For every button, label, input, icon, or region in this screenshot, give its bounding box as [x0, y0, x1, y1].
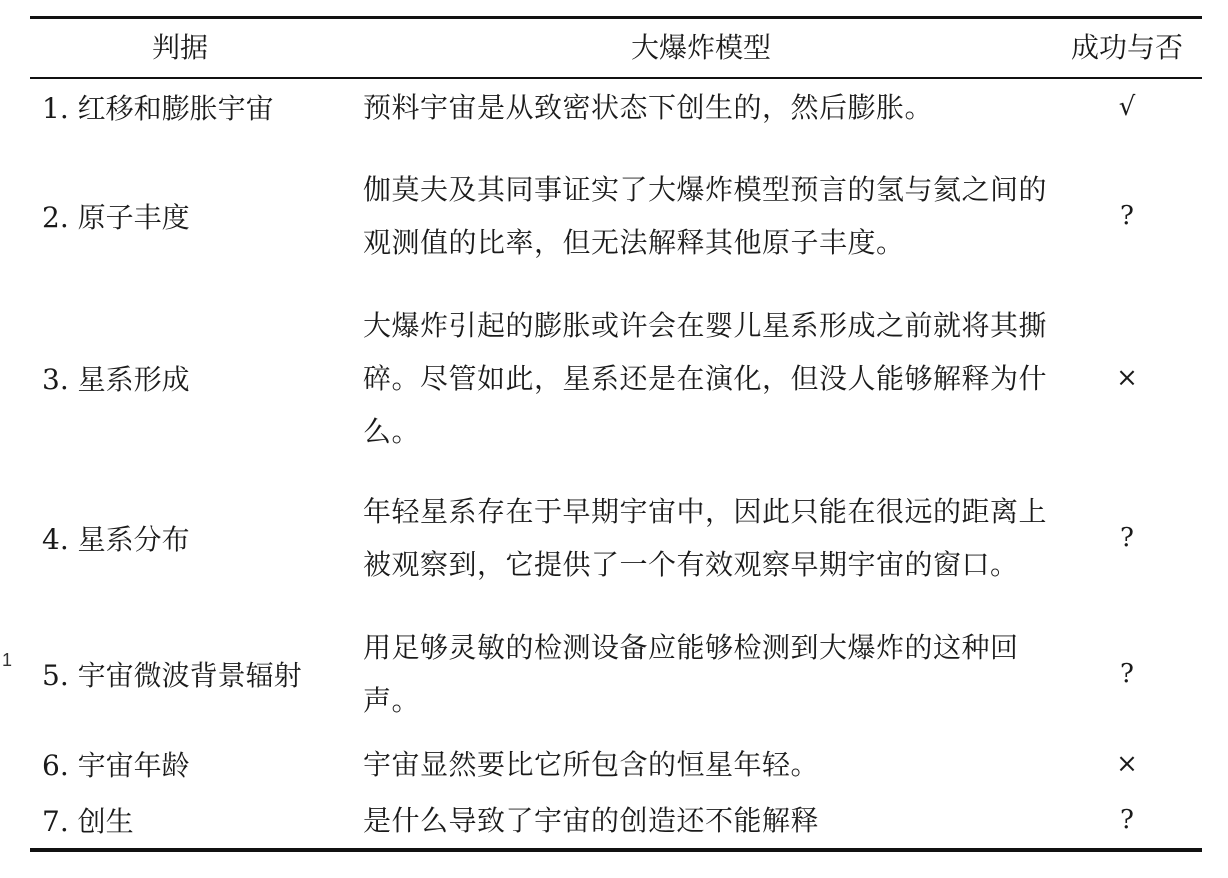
row-criterion: 7. 创生: [42, 805, 134, 838]
table-row: [30, 80, 1202, 134]
row-criterion: 1. 红移和膨胀宇宙: [42, 92, 274, 125]
row-criterion: 3. 星系形成: [42, 363, 190, 396]
row-success: ?: [1120, 805, 1134, 835]
row-criterion: 6. 宇宙年龄: [42, 749, 190, 782]
header-criterion: 判据: [151, 31, 208, 64]
row-success: ?: [1120, 659, 1134, 689]
table-row: [30, 620, 1202, 728]
row-model: 宇宙显然要比它所包含的恒星年轻。: [363, 747, 820, 781]
header-model: 大爆炸模型: [630, 31, 771, 64]
row-model: 是什么导致了宇宙的创造还不能解释: [363, 803, 820, 837]
row-model-cell: [363, 458, 1053, 618]
table-header-rule: [30, 77, 1202, 79]
row-criterion: 2. 原子丰度: [42, 201, 190, 234]
row-model: 预料宇宙是从致密状态下创生的，然后膨胀。: [363, 90, 934, 124]
row-success: ?: [1120, 201, 1134, 231]
row-criterion: 5. 宇宙微波背景辐射: [42, 659, 302, 692]
table-row: [30, 458, 1202, 618]
table-header: [30, 19, 1202, 77]
margin-note: 1: [2, 650, 13, 670]
row-model: 大爆炸引起的膨胀或许会在婴儿星系形成之前就将其撕碎。尽管如此，星系还是在演化，但没人能够解释为什么。: [363, 308, 1048, 448]
row-model-cell: [363, 80, 1053, 134]
row-model-cell: [363, 738, 1053, 790]
row-model: 用足够灵敏的检测设备应能够检测到大爆炸的这种回声。: [363, 631, 1019, 717]
row-success: √: [1118, 92, 1136, 122]
table-row: [30, 298, 1202, 458]
row-success: ?: [1120, 523, 1134, 553]
row-model: 伽莫夫及其同事证实了大爆炸模型预言的氢与氦之间的观测值的比率，但无法解释其他原子丰度。: [363, 173, 1048, 259]
header-success: 成功与否: [1070, 31, 1183, 64]
row-model-cell: [363, 137, 1053, 295]
row-success: ×: [1116, 363, 1138, 393]
row-model-cell: [363, 298, 1053, 458]
table-row: [30, 794, 1202, 846]
row-model-cell: [363, 620, 1053, 728]
row-criterion: 4. 星系分布: [42, 523, 190, 556]
row-success: ×: [1116, 749, 1138, 779]
row-model: 年轻星系存在于早期宇宙中，因此只能在很远的距离上被观察到，它提供了一个有效观察早期宇宙的窗口。: [363, 495, 1048, 581]
row-model-cell: [363, 794, 1053, 846]
table-row: [30, 738, 1202, 790]
table-row: [30, 137, 1202, 295]
table-bottom-rule: [30, 848, 1202, 852]
